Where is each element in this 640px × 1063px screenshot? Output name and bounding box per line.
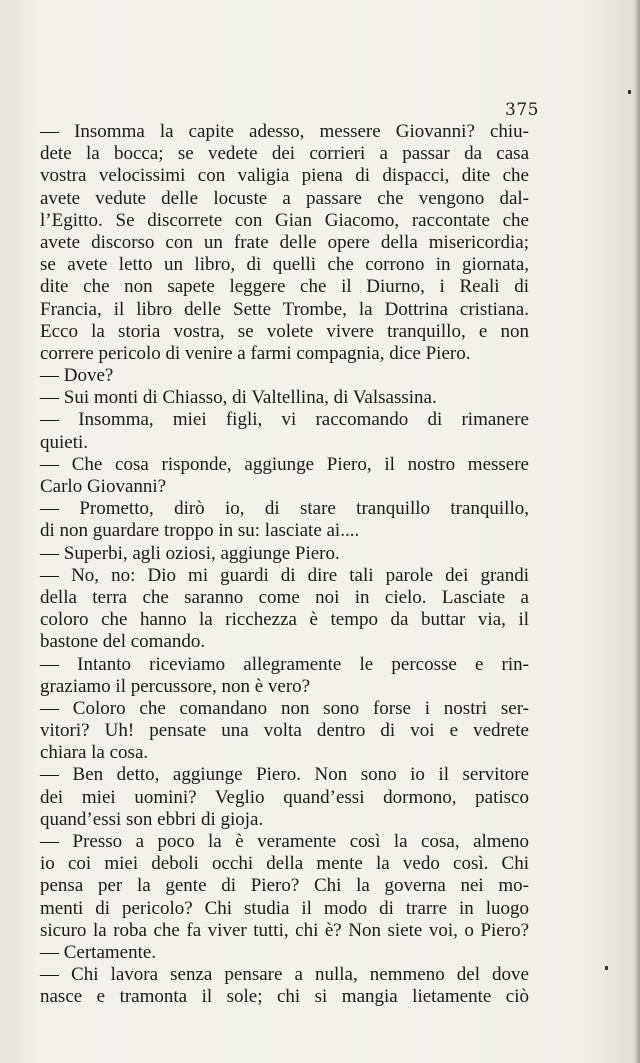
text-line: della terra che saranno come noi in cielo. Lasciate a [40,586,529,608]
text-line: — Intanto riceviamo allegramente le percosse e rin- [40,653,529,675]
text-line: Carlo Giovanni? [40,476,167,497]
text-line: io coi miei deboli occhi della mente la vedo così. Chi [40,853,529,875]
text-line: menti di pericolo? Chi studia il modo di trarre in luogo [40,897,529,919]
text-line: — Superbi, agli oziosi, aggiunge Piero. [40,542,340,564]
text-line: se avete letto un libro, di quelli che corrono in giornata, [40,254,529,276]
text-line: vitori? Uh! pensate una volta dentro di voi e vedrete [40,720,529,742]
text-line: dite che non sapete leggere che il Diurno, i Reali di [40,276,529,298]
page-edge-shadow [634,0,640,1063]
text-line: Ecco la storia vostra, se volete vivere tranquillo, e non [40,320,529,342]
text-line: Francia, il libro delle Sette Trombe, la Dottrina cristiana. [40,298,529,320]
text-line: nasce e tramonta il sole; chi si mangia lietamente ciò [40,986,529,1008]
text-line: coloro che hanno la ricchezza è tempo da buttar via, il [40,609,529,631]
text-line: — Coloro che comandano non sono forse i nostri ser- [40,697,529,719]
text-line: chiara la cosa. [40,742,149,764]
text-line: pensa per la gente di Piero? Chi la governa nei mo- [40,875,529,897]
text-line: vostra velocissimi con valigia piena di dispacci, dite che [40,165,529,187]
text-line: quand’essi son ebbri di gioja. [40,808,264,830]
text-line: sicuro la roba che fa viver tutti, chi è? Non siete voi, o Piero? [40,919,529,941]
text-line: — Che cosa risponde, aggiunge Piero, il nostro messere [40,453,529,475]
text-line: — Ben detto, aggiunge Piero. Non sono io il servitore [40,764,529,786]
page-number: 375 [505,100,539,120]
text-line: — Prometto, dirò io, di stare tranquillo tranquillo, [40,498,529,520]
text-line: avete discorso con un frate delle opere della misericordia; [40,231,529,253]
text-line: — Certamente. [40,941,157,963]
print-speck [605,966,608,970]
text-line: correre pericolo di venire a farmi compagnia, dice Piero. [40,342,471,364]
text-line: di non guardare troppo in su: lasciate ai.... [40,520,360,542]
text-line: — Insomma la capite adesso, messere Giovanni? chiu- [40,121,529,142]
text-line: — Chi lavora senza pensare a nulla, nemmeno del dove [40,964,529,986]
text-line: — Presso a poco la è veramente così la cosa, almeno [40,831,529,852]
text-line: — No, no: Dio mi guardi di dire tali parole dei grandi [40,564,529,586]
text-line: — Sui monti di Chiasso, di Valtellina, di Valsassina. [40,387,437,409]
text-line: — Insomma, miei figli, vi raccomando di rimanere [40,409,529,431]
print-speck [628,90,631,94]
text-line: — Dove? [40,365,114,387]
text-line: dei miei uomini? Veglio quand’essi dormono, patisco [40,786,529,808]
text-line: quieti. [40,431,89,453]
text-line: avete vedute delle locuste a passare che vengono dal- [40,187,529,209]
text-line: dete la bocca; se vedete dei corrieri a passar da casa [40,143,529,165]
body-text [40,121,529,1009]
text-line: graziamo il percussore, non è vero? [40,675,311,697]
text-line: l’Egitto. Se discorrete con Gian Giacomo, raccontate che [40,209,529,231]
text-line: bastone del comando. [40,631,206,653]
